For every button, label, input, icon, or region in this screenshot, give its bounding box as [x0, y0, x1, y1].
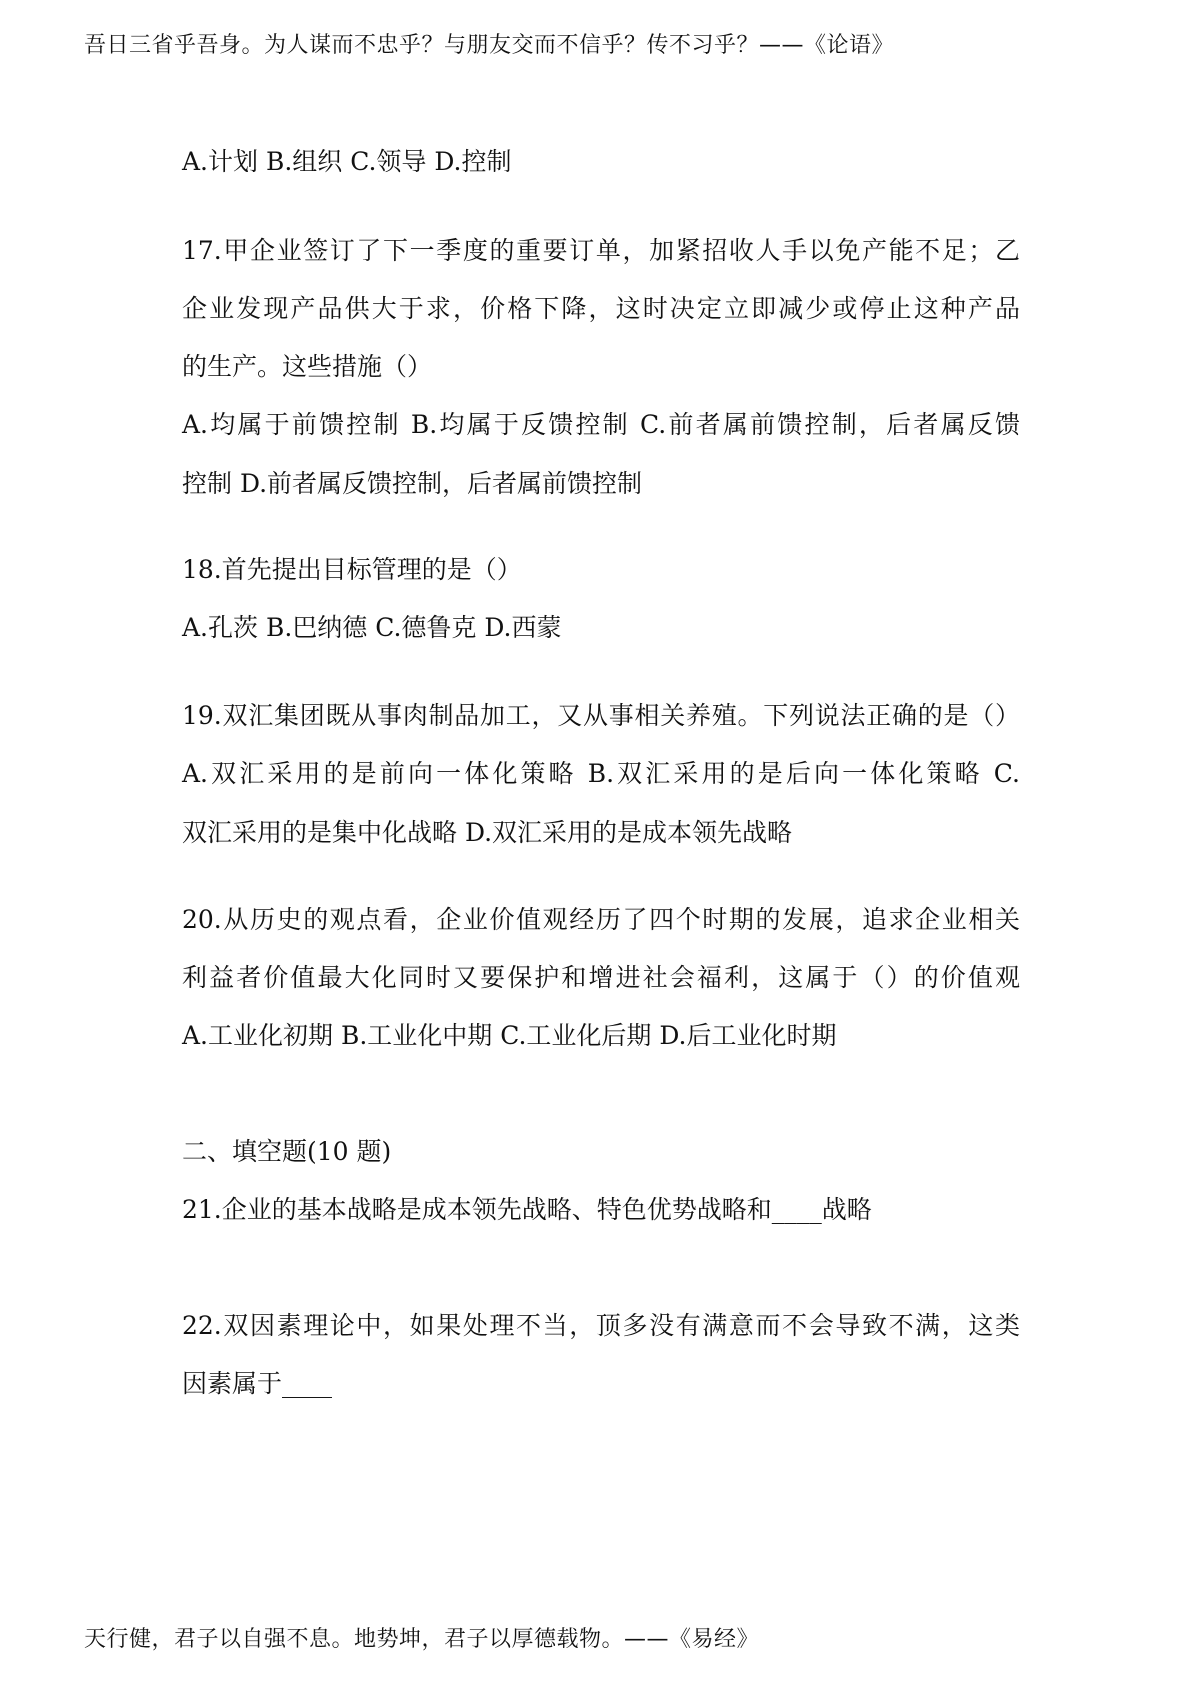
footer-quote: 天行健，君子以自强不息。地势坤，君子以厚德载物。——《易经》: [84, 1627, 760, 1652]
q17-options-line1: A.均属于前馈控制 B.均属于反馈控制 C.前者属前馈控制，后者属反馈: [182, 410, 1020, 439]
q20-stem-line2: 利益者价值最大化同时又要保护和增进社会福利，这属于（）的价值观: [182, 963, 1020, 992]
q19-options-line2: 双汇采用的是集中化战略 D.双汇采用的是成本领先战略: [182, 818, 793, 847]
q17-stem-line1: 17.甲企业签订了下一季度的重要订单，加紧招收人手以免产能不足；乙: [182, 236, 1020, 265]
q17-stem-line2: 企业发现产品供大于求，价格下降，这时决定立即减少或停止这种产品: [182, 294, 1020, 323]
q18-options: A.孔茨 B.巴纳德 C.德鲁克 D.西蒙: [182, 613, 562, 642]
q18-stem: 18.首先提出目标管理的是（）: [182, 555, 522, 584]
q21-stem: 21.企业的基本战略是成本领先战略、特色优势战略和____战略: [182, 1195, 872, 1224]
q19-options-line1: A.双汇采用的是前向一体化策略 B.双汇采用的是后向一体化策略 C.: [182, 759, 1020, 788]
q22-stem-line2: 因素属于____: [182, 1369, 333, 1398]
q19-stem: 19.双汇集团既从事肉制品加工，又从事相关养殖。下列说法正确的是（）: [182, 701, 1020, 730]
q20-options: A.工业化初期 B.工业化中期 C.工业化后期 D.后工业化时期: [182, 1021, 837, 1050]
section2-title: 二、填空题(10 题): [182, 1137, 392, 1166]
q20-stem-line1: 20.从历史的观点看，企业价值观经历了四个时期的发展，追求企业相关: [182, 905, 1020, 934]
header-quote: 吾日三省乎吾身。为人谋而不忠乎？与朋友交而不信乎？传不习乎？——《论语》: [84, 33, 895, 58]
q17-stem-line3: 的生产。这些措施（）: [182, 352, 433, 381]
q17-options-line2: 控制 D.前者属反馈控制，后者属前馈控制: [182, 469, 643, 498]
q22-stem-line1: 22.双因素理论中，如果处理不当，顶多没有满意而不会导致不满，这类: [182, 1311, 1020, 1340]
q16-options: A.计划 B.组织 C.领导 D.控制: [182, 147, 512, 176]
